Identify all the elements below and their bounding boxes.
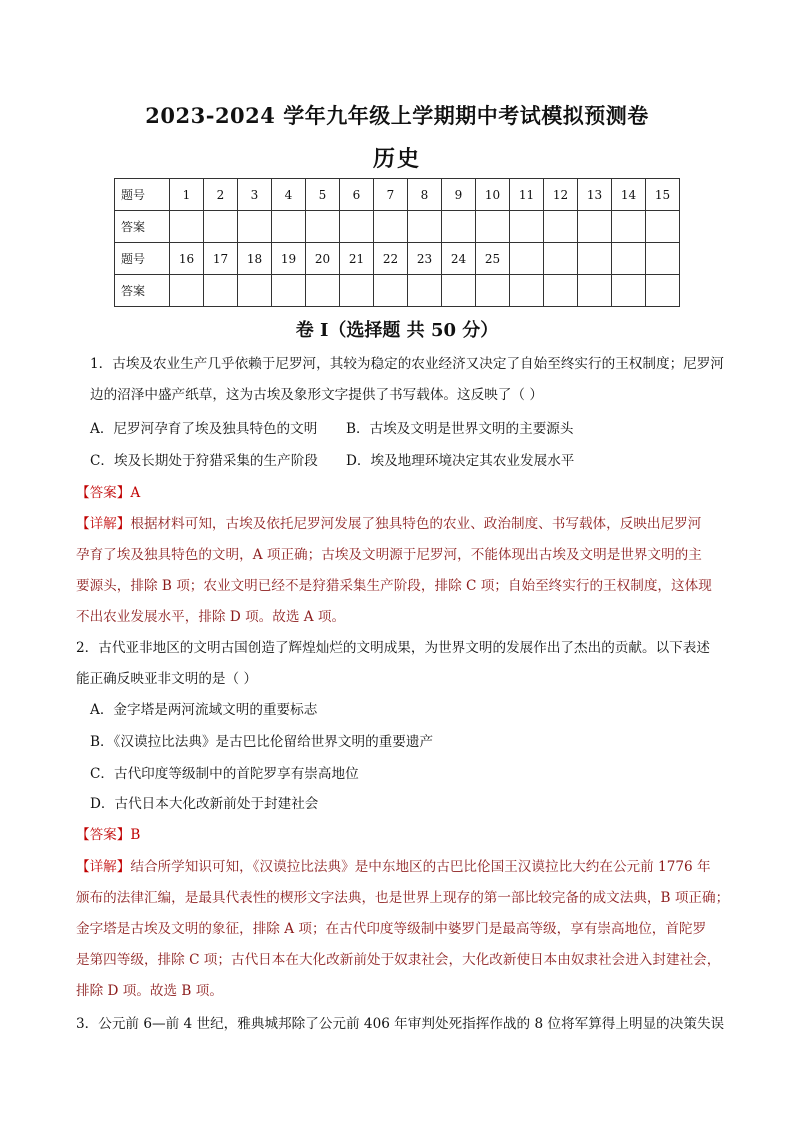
answer-cell[interactable]	[510, 211, 544, 243]
question-number: 16	[170, 243, 204, 275]
row-label: 答案	[115, 211, 170, 243]
question-number: 11	[510, 179, 544, 211]
answer-cell[interactable]	[374, 211, 408, 243]
answer-cell[interactable]	[408, 275, 442, 307]
answer-tag: 【答案】	[76, 485, 131, 501]
question-number: 6	[340, 179, 374, 211]
q2-explanation-line5: 排除 D 项。故选 B 项。	[76, 983, 223, 999]
q2-option-d: D．古代日本大化改新前处于封建社会	[90, 796, 319, 812]
answer-value: B	[130, 827, 141, 843]
answer-cell[interactable]	[374, 275, 408, 307]
answer-cell[interactable]	[408, 211, 442, 243]
question-number: 10	[476, 179, 510, 211]
q1-answer	[76, 481, 140, 501]
q2-answer	[76, 823, 140, 843]
question-number: 1	[170, 179, 204, 211]
question-number: 15	[646, 179, 680, 211]
answer-cell[interactable]	[204, 211, 238, 243]
answer-cell[interactable]	[578, 211, 612, 243]
question-number: 19	[272, 243, 306, 275]
question-number: 12	[544, 179, 578, 211]
question-number: 7	[374, 179, 408, 211]
answer-cell[interactable]	[306, 211, 340, 243]
answer-cell[interactable]	[544, 275, 578, 307]
q1-option-d: D．埃及地理环境决定其农业发展水平	[346, 453, 575, 469]
q2-option-a: A．金字塔是两河流域文明的重要标志	[90, 702, 318, 718]
question-number: 13	[578, 179, 612, 211]
q1-explanation-line4: 不出农业发展水平，排除 D 项。故选 A 项。	[76, 609, 346, 625]
answer-cell[interactable]	[170, 275, 204, 307]
q2-stem-line1: 2．古代亚非地区的文明古国创造了辉煌灿烂的文明成果，为世界文明的发展作出了杰出的贡献。以下表述	[76, 640, 710, 656]
table-row	[115, 179, 680, 211]
q1-explanation-line3: 要源头，排除 B 项；农业文明已经不是狩猎采集生产阶段，排除 C 项；自始至终实行的王权制度，这体现	[76, 578, 712, 594]
answer-cell[interactable]	[612, 211, 646, 243]
table-row	[115, 211, 680, 243]
answer-cell[interactable]	[646, 211, 680, 243]
answer-cell[interactable]	[442, 211, 476, 243]
question-number: 18	[238, 243, 272, 275]
question-number: 20	[306, 243, 340, 275]
q1-explanation-line1	[76, 512, 701, 532]
subject-title: 历史	[372, 146, 421, 172]
q2-stem-line2: 能正确反映亚非文明的是（ ）	[76, 671, 258, 687]
q1-option-a: A．尼罗河孕育了埃及独具特色的文明	[90, 421, 318, 437]
question-number: 4	[272, 179, 306, 211]
question-number	[612, 243, 646, 275]
q1-explanation-line2: 孕育了埃及独具特色的文明，A 项正确；古埃及文明源于尼罗河，不能体现出古埃及文明是世界文明的主	[76, 547, 702, 563]
answer-cell[interactable]	[272, 211, 306, 243]
answer-cell[interactable]	[340, 275, 374, 307]
q2-option-b: B．《汉谟拉比法典》是古巴比伦留给世界文明的重要遗产	[90, 734, 434, 750]
q2-explanation-line4: 是第四等级，排除 C 项；古代日本在大化改新前处于奴隶社会，大化改新使日本由奴隶社会进入封建社会，	[76, 952, 721, 968]
answer-tag: 【答案】	[76, 827, 131, 843]
explanation-tag: 【详解】	[76, 516, 131, 532]
answer-cell[interactable]	[578, 275, 612, 307]
answer-cell[interactable]	[442, 275, 476, 307]
question-number: 24	[442, 243, 476, 275]
question-number: 17	[204, 243, 238, 275]
question-number: 23	[408, 243, 442, 275]
question-number	[646, 243, 680, 275]
answer-cell[interactable]	[476, 211, 510, 243]
question-number	[544, 243, 578, 275]
page-title: 2023-2024 学年九年级上学期期中考试模拟预测卷	[145, 103, 649, 128]
q2-option-c: C．古代印度等级制中的首陀罗享有崇高地位	[90, 766, 359, 782]
q1-stem-line2: 边的沼泽中盛产纸草，这为古埃及象形文字提供了书写载体。这反映了（ ）	[90, 387, 543, 403]
q1-stem-line1: 1．古埃及农业生产几乎依赖于尼罗河，其较为稳定的农业经济又决定了自始至终实行的王权制度；尼罗河	[90, 356, 724, 372]
question-number: 25	[476, 243, 510, 275]
explanation-text: 结合所学知识可知，《汉谟拉比法典》是中东地区的古巴比伦国王汉谟拉比大约在公元前 1776 年	[130, 859, 711, 875]
q1-option-c: C．埃及长期处于狩猎采集的生产阶段	[90, 453, 318, 469]
answer-cell[interactable]	[646, 275, 680, 307]
answer-cell[interactable]	[306, 275, 340, 307]
answer-cell[interactable]	[476, 275, 510, 307]
answer-cell[interactable]	[238, 211, 272, 243]
q2-explanation-line2: 颁布的法律汇编，是最具代表性的楔形文字法典，也是世界上现存的第一部比较完备的成文法典，B 项正确；	[76, 890, 730, 906]
answer-cell[interactable]	[238, 275, 272, 307]
answer-cell[interactable]	[340, 211, 374, 243]
answer-cell[interactable]	[510, 275, 544, 307]
q1-option-b: B．古埃及文明是世界文明的主要源头	[346, 421, 574, 437]
answer-cell[interactable]	[544, 211, 578, 243]
table-row	[115, 243, 680, 275]
row-label: 题号	[115, 243, 170, 275]
answer-value: A	[130, 485, 141, 501]
q3-stem-line1: 3．公元前 6—前 4 世纪，雅典城邦除了公元前 406 年审判处死指挥作战的 8 位将军算得上明显的决策失误	[76, 1016, 725, 1032]
answer-cell[interactable]	[272, 275, 306, 307]
explanation-tag: 【详解】	[76, 859, 131, 875]
answer-cell[interactable]	[204, 275, 238, 307]
question-number: 5	[306, 179, 340, 211]
question-number: 2	[204, 179, 238, 211]
row-label: 答案	[115, 275, 170, 307]
explanation-text: 根据材料可知，古埃及依托尼罗河发展了独具特色的农业、政治制度、书写载体，反映出尼罗河	[130, 516, 702, 532]
question-number: 9	[442, 179, 476, 211]
row-label: 题号	[115, 179, 170, 211]
question-number: 8	[408, 179, 442, 211]
table-row	[115, 275, 680, 307]
answer-cell[interactable]	[612, 275, 646, 307]
question-number: 14	[612, 179, 646, 211]
answer-cell[interactable]	[170, 211, 204, 243]
question-number: 3	[238, 179, 272, 211]
answer-table	[114, 178, 680, 307]
section-title: 卷 I（选择题 共 50 分）	[295, 320, 499, 341]
q2-explanation-line3: 金字塔是古埃及文明的象征，排除 A 项；在古代印度等级制中婆罗门是最高等级，享有崇高地位，首陀罗	[76, 921, 707, 937]
question-number	[510, 243, 544, 275]
question-number	[578, 243, 612, 275]
question-number: 22	[374, 243, 408, 275]
question-number: 21	[340, 243, 374, 275]
q2-explanation-line1	[76, 855, 711, 875]
